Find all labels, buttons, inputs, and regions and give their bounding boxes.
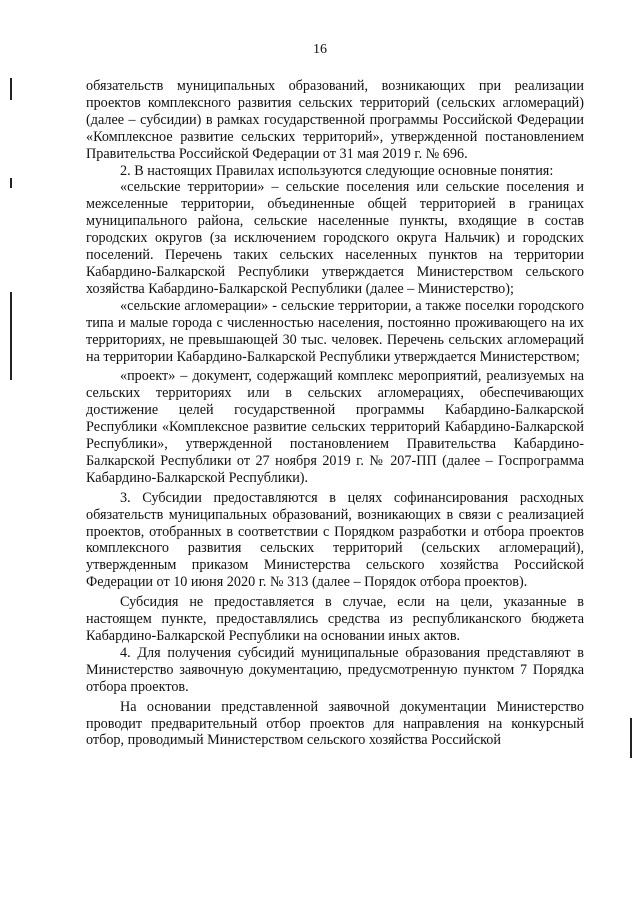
scan-edge-mark-right-lower (630, 718, 632, 758)
paragraph-item-2: 2. В настоящих Правилах используются следующие основные понятия: (120, 162, 554, 179)
scan-edge-mark-left-middle (10, 292, 12, 380)
document-body (86, 78, 584, 749)
paragraph-definition-rural-agglomerations: «сельские агломерации» - сельские территории, а также поселки городского типа и малые города с численностью населения, постоянно проживающего на их территориях, не превышающей 30 тыс. человек. Перечень сельских агломераций на территории Кабардино-Балкарской Республики утверждается Министерством; (86, 297, 584, 365)
scan-edge-mark-left-top (10, 78, 12, 100)
paragraph-item-3: 3. Субсидии предоставляются в целях софинансирования расходных обязательств муниципальных образований, возникающих в связи с реализацией проектов, отобранных в соответствии с Порядком разработки и отбора проектов комплексного развития сельских территорий (сельских агломераций), утвержденным приказом Министерства сельского хозяйства Российской Федерации от 10 июня 2020 г. № 313 (далее – Порядок отбора проектов). (86, 489, 584, 591)
paragraph-continuation: обязательств муниципальных образований, возникающих при реализации проектов комплексного развития сельских территорий (сельских агломераций) (далее – субсидии) в рамках государственной программы Российской Федерации «Комплексное развитие сельских территорий», утвержденной постановлением Правительства Российской Федерации от 31 мая 2019 г. № 696. (86, 78, 584, 162)
paragraph-preliminary-selection: На основании представленной заявочной документации Министерство проводит предварительный отбор проектов для направления на конкурсный отбор, проводимый Министерством сельского хозяйства Российской (86, 698, 584, 749)
scan-edge-mark-left-upper (10, 178, 12, 188)
page-number: 16 (313, 42, 327, 57)
paragraph-definition-rural-territories: «сельские территории» – сельские поселения или сельские поселения и межселенные территории, объединенные общей территорией в границах муниципального района, сельские населенные пункты, входящие в состав городских округов (за исключением городского округа Нальчик) и городских поселений. Перечень таких сельских населенных пунктов на территории Кабардино-Балкарской Республики утверждается Министерством сельского хозяйства Кабардино-Балкарской Республики (далее – Министерство); (86, 179, 584, 297)
paragraph-subsidy-exclusion: Субсидия не предоставляется в случае, если на цели, указанные в настоящем пункте, предоставлялись средства из республиканского бюджета Кабардино-Балкарской Республики на основании иных актов. (86, 594, 584, 644)
paragraph-definition-project: «проект» – документ, содержащий комплекс мероприятий, реализуемых на сельских территориях или в сельских агломерациях, обеспечивающих достижение целей государственной программы Кабардино-Балкарской Республики «Комплексное развитие сельских территорий Кабардино-Балкарской Республики», утвержденной постановлением Правительства Кабардино-Балкарской Республики от 27 ноября 2019 г. № 207-ПП (далее – Госпрограмма Кабардино-Балкарской Республики). (86, 368, 584, 486)
paragraph-item-4: 4. Для получения субсидий муниципальные образования представляют в Министерство заявочную документацию, предусмотренную пунктом 7 Порядка отбора проектов. (86, 644, 584, 695)
